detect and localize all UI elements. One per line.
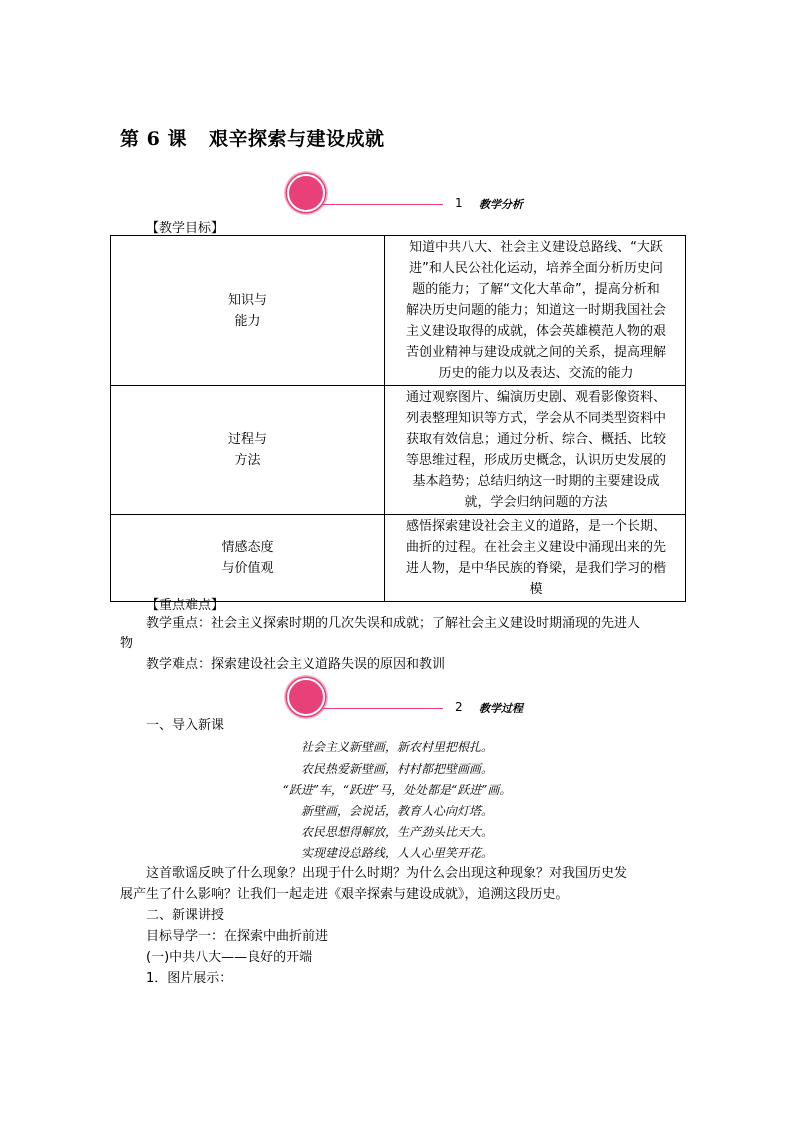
lesson-title: [120, 124, 384, 151]
poem-line: 农民思想得解放，生产劲头比天大。: [300, 825, 493, 839]
pink-circle-icon: [287, 678, 325, 716]
section-label: 教学过程: [479, 702, 523, 715]
goal-key: 情感态度 与价值观: [111, 515, 385, 602]
section-number: 2: [455, 700, 463, 714]
section-header-process: [287, 678, 557, 714]
divider: [323, 204, 443, 205]
list-item: 1．图片展示：: [146, 971, 233, 986]
focus-key: 教学重点：社会主义探索时期的几次失误和成就；了解社会主义建设时期涌现的先进人: [146, 616, 641, 631]
goal-value: 感悟探索建设社会主义的道路，是一个长期、 曲折的过程。在社会主义建设中涌现出来的先 进人物，是中华民族的脊梁，是我们学习的楷 模: [385, 515, 686, 602]
poem-line: 新壁画，会说话，教育人心向灯塔。: [300, 804, 493, 818]
section-header-analysis: [287, 174, 557, 210]
focus-difficult: 教学难点：探索建设社会主义道路失误的原因和教训: [146, 657, 446, 672]
table-row: [111, 386, 686, 515]
goal-key: 知识与 能力: [111, 236, 385, 386]
intro-text-cont: 展产生了什么影响？让我们一起走进《艰辛探索与建设成就》，追溯这段历史。: [120, 887, 569, 902]
pink-circle-icon: [287, 174, 325, 212]
focus-key-cont: 物: [120, 636, 134, 651]
part-intro-heading: 一、导入新课: [146, 718, 225, 733]
section-number: 1: [455, 196, 463, 210]
focus-heading: 【重点难点】: [146, 598, 225, 613]
poem-line: 实现建设总路线，人人心里笑开花。: [300, 846, 493, 860]
subsection-heading: (一)中共八大——良好的开端: [146, 950, 313, 965]
goals-heading: 【教学目标】: [146, 221, 225, 236]
poem-line: 社会主义新壁画，新农村里把根扎。: [300, 740, 493, 754]
target-heading: 目标导学一：在探索中曲折前进: [146, 929, 329, 944]
table-row: [111, 515, 686, 602]
lesson-name: 艰辛探索与建设成就: [208, 128, 385, 150]
goal-value: 通过观察图片、编演历史剧、观看影像资料、 列表整理知识等方式，学会从不同类型资料中 获取有效信息；通过分析、综合、概括、比较 等思维过程，形成历史概念，认识历史发展的 基本趋势；总结归纳这一时期的主要建设成 就，学会归纳问题的方法: [385, 386, 686, 515]
poem-line: 农民热爱新壁画，村村都把壁画画。: [300, 762, 493, 776]
goal-key: 过程与 方法: [111, 386, 385, 515]
table-row: [111, 236, 686, 386]
divider: [323, 708, 443, 709]
lesson-number: 第 6 课: [120, 128, 187, 150]
section-label: 教学分析: [479, 198, 523, 211]
intro-text: 这首歌谣反映了什么现象？出现于什么时期？为什么会出现这种现象？对我国历史发: [146, 866, 628, 881]
poem-line: “跃进”车，“跃进”马，处处都是“跃进”画。: [282, 783, 512, 797]
part-new-heading: 二、新课讲授: [146, 908, 225, 923]
goals-table: [110, 235, 686, 602]
goal-value: 知道中共八大、社会主义建设总路线、“大跃 进”和人民公社化运动，培养全面分析历史问 题的能力；了解“文化大革命”，提高分析和 解决历史问题的能力；知道这一时期我国社会 主义建设取得的成就，体会英雄模范人物的艰 苦创业精神与建设成就之间的关系，提高理解 历史的能力以及表达、交流的能力: [385, 236, 686, 386]
